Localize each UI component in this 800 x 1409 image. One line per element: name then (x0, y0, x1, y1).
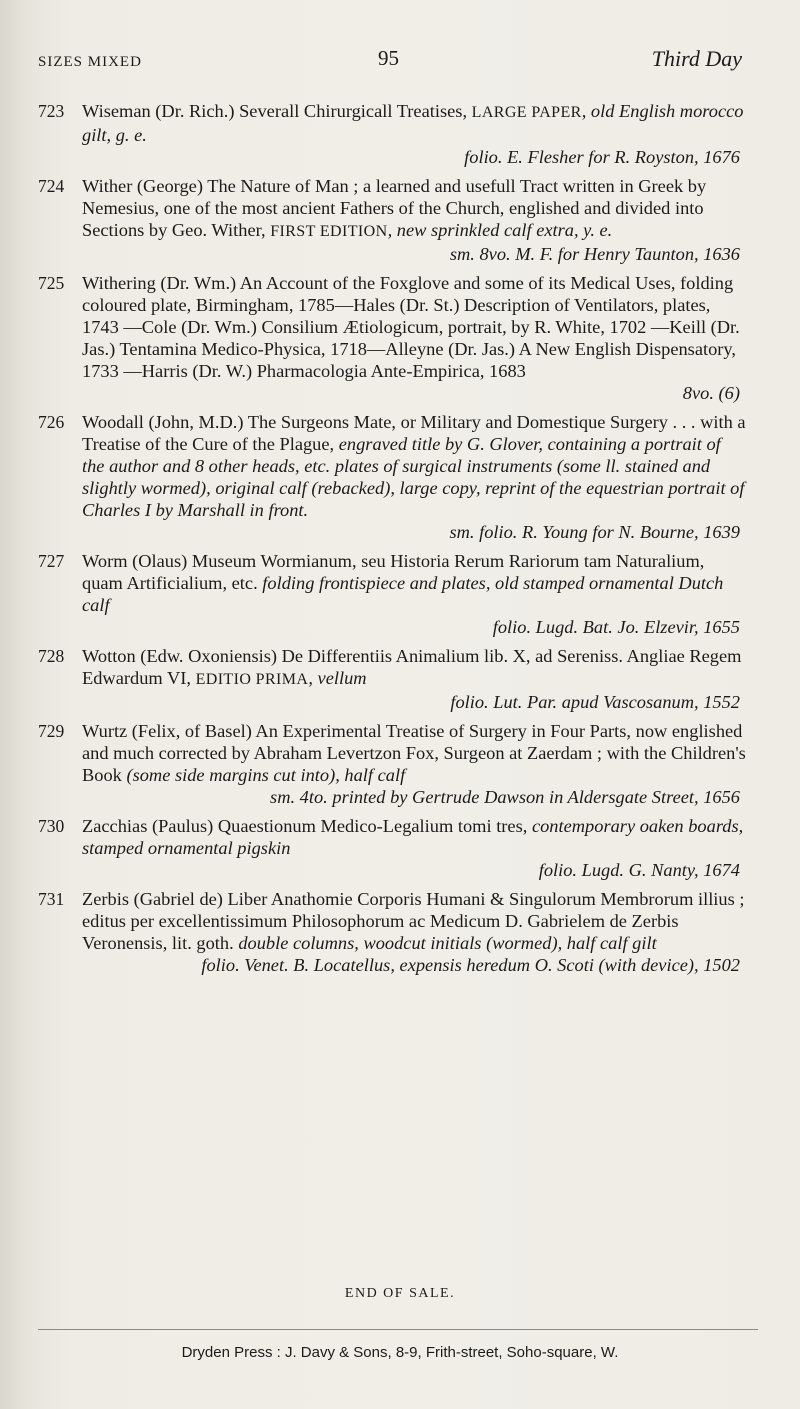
lot-number: 728 (38, 646, 65, 666)
lot-edition: LARGE PAPER (471, 104, 582, 121)
lot-description (82, 100, 746, 146)
lot-entry (38, 100, 746, 168)
lot-number: 726 (38, 412, 65, 432)
lot-title: Wither (George) The Nature of Man ; a learned and usefull Tract written in Greek by Nemesius, one of the most ancient Fathers of the Church, englished and divided into Sections by Geo. Wither, (82, 176, 707, 240)
lot-imprint: 8vo. (6) (682, 383, 740, 403)
lot-condition: , old English morocco gilt, g. e. (82, 101, 744, 145)
lot-description (82, 645, 746, 691)
lot-description (82, 720, 746, 786)
lot-entry (38, 550, 746, 638)
lot-description (82, 272, 746, 382)
lot-description (82, 411, 746, 521)
lot-condition: contemporary oaken boards, stamped ornamental pigskin (82, 816, 744, 858)
lot-number: 731 (38, 889, 65, 909)
printer-imprint: Dryden Press : J. Davy & Sons, 8-9, Frith-street, Soho-square, W. (181, 1344, 619, 1361)
lot-title: Wiseman (Dr. Rich.) Severall Chirurgicall Treatises, (82, 101, 472, 121)
footer-rule (38, 1329, 758, 1330)
lot-entry (38, 272, 746, 404)
lot-number: 727 (38, 551, 65, 571)
end-of-sale: END OF SALE. (344, 1286, 456, 1301)
lot-entry (38, 645, 746, 713)
lot-description (82, 888, 746, 954)
lot-description (82, 815, 746, 859)
lot-title: Worm (Olaus) Museum Wormianum, seu Historia Rerum Rariorum tam Naturalium, quam Artificialium, etc. (82, 551, 705, 593)
lot-condition: , new sprinkled calf extra, y. e. (387, 220, 613, 240)
lot-title: Withering (Dr. Wm.) An Account of the Foxglove and some of its Medical Uses, folding coloured plate, Birmingham, 1785—Hales (Dr. St.) Description of Ventilators, plates, 1743 —Cole (Dr. Wm.) Consilium Ætiologicum, portrait, by R. White, 1702 —Keill (Dr. Jas.) Tentamina Medico-Physica, 1718—Alleyne (Dr. Jas.) A New English Dispensatory, 1733 —Harris (Dr. W.) Pharmacologia Ante-Empirica, 1683 (82, 273, 740, 381)
lot-imprint: sm. folio. R. Young for N. Bourne, 1639 (449, 522, 740, 542)
lot-list (38, 100, 746, 983)
lot-imprint: sm. 4to. printed by Gertrude Dawson in Aldersgate Street, 1656 (270, 787, 740, 807)
lot-imprint: folio. Lugd. G. Nanty, 1674 (538, 860, 740, 880)
lot-title: Wurtz (Felix, of Basel) An Experimental Treatise of Surgery in Four Parts, now englished and much corrected by Abraham Levertzon Fox, Surgeon at Zaerdam ; with the Children's Book (82, 721, 746, 785)
lot-imprint: folio. Venet. B. Locatellus, expensis heredum O. Scoti (with device), 1502 (201, 955, 740, 975)
lot-edition: EDITIO PRIMA (195, 671, 309, 688)
lot-number: 724 (38, 176, 65, 196)
lot-number: 723 (38, 101, 65, 121)
lot-edition: FIRST EDITION (270, 223, 388, 240)
lot-condition: (some side margins cut into), half calf (126, 765, 406, 785)
lot-number: 725 (38, 273, 65, 293)
lot-number: 729 (38, 721, 65, 741)
lot-entry (38, 720, 746, 808)
lot-condition: , vellum (308, 668, 367, 688)
lot-number: 730 (38, 816, 65, 836)
lot-title: Zacchias (Paulus) Quaestionum Medico-Legalium tomi tres, (82, 816, 532, 836)
lot-title: Wotton (Edw. Oxoniensis) De Differentiis Animalium lib. X, ad Sereniss. Angliae Regem Edwardum VI, (82, 646, 742, 688)
lot-entry (38, 888, 746, 976)
lot-description (82, 550, 746, 616)
lot-imprint: folio. Lut. Par. apud Vascosanum, 1552 (450, 692, 740, 712)
section-heading: SIZES MIXED (38, 54, 142, 70)
lot-entry (38, 175, 746, 265)
lot-condition: double columns, woodcut initials (wormed), half calf gilt (238, 933, 657, 953)
lot-title: Zerbis (Gabriel de) Liber Anathomie Corporis Humani & Singulorum Membrorum illius ; editus per excellentissimum Philosophorum ac Medicum D. Gabrielem de Zerbis Veronensis, lit. goth. (82, 889, 745, 953)
lot-imprint: sm. 8vo. M. F. for Henry Taunton, 1636 (449, 244, 740, 264)
lot-description (82, 175, 746, 243)
lot-imprint: folio. E. Flesher for R. Royston, 1676 (464, 147, 740, 167)
page-header (38, 46, 742, 86)
page-number: 95 (378, 46, 399, 70)
lot-title: Woodall (John, M.D.) The Surgeons Mate, or Military and Domestique Surgery . . . with a Treatise of the Cure of the Plague, (82, 412, 746, 454)
lot-entry (38, 411, 746, 543)
lot-condition: engraved title by G. Glover, containing a portrait of the author and 8 other heads, etc. plates of surgical instruments (some ll. stained and slightly wormed), original calf (rebacked), large copy, reprint of the equestrian portrait of Charles I by Marshall in front. (82, 434, 745, 520)
lot-entry (38, 815, 746, 881)
lot-condition: folding frontispiece and plates, old stamped ornamental Dutch calf (82, 573, 724, 615)
day-heading: Third Day (651, 46, 742, 71)
lot-imprint: folio. Lugd. Bat. Jo. Elzevir, 1655 (492, 617, 740, 637)
